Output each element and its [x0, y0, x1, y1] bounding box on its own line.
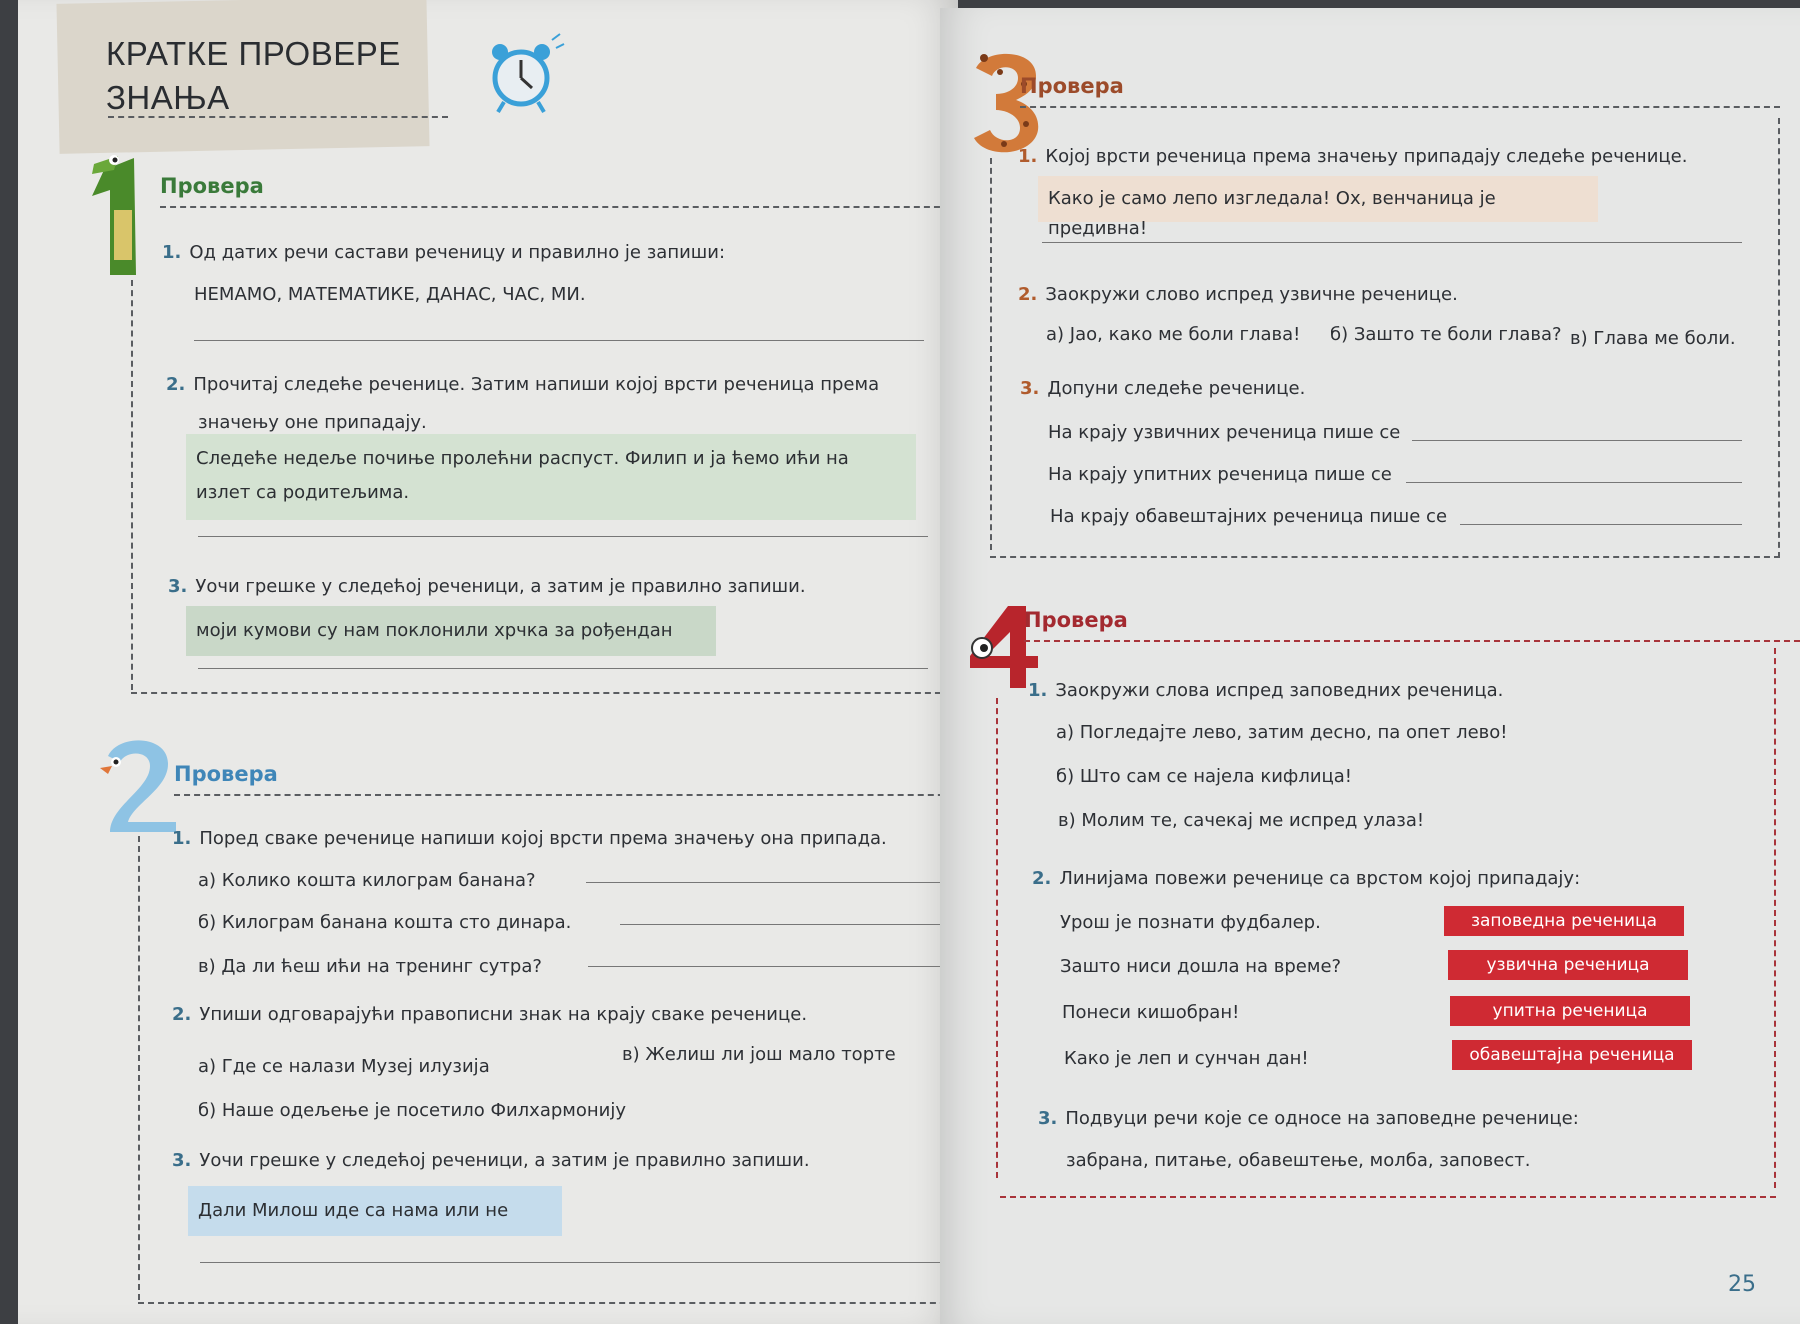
right-page: [940, 8, 1800, 1324]
check1-q3: 3. Уочи грешке у следећој реченици, а затим је правилно запиши.: [168, 576, 806, 597]
label-declarative[interactable]: обавештајна реченица: [1452, 1040, 1692, 1070]
check4-left-border: [996, 698, 998, 1178]
check1-bottom-border: [131, 692, 951, 694]
check1-left-border: [131, 280, 133, 690]
check4-q3: 3. Подвуци речи које се односе на заповедне реченице:: [1038, 1108, 1579, 1129]
label-interrogative[interactable]: упитна реченица: [1450, 996, 1690, 1026]
check2-top-border: [174, 794, 974, 796]
check3-q3-2: На крају упитних реченица пише се: [1048, 464, 1392, 485]
check2-bottom-border: [138, 1302, 976, 1304]
check2-q1: 1. Поред сваке реченице напиши којој врсти према значењу она припада.: [172, 828, 887, 849]
check3-title: Провера: [1020, 74, 1124, 98]
check3-q1-answer-line[interactable]: [1042, 242, 1742, 243]
check3-q2-a[interactable]: а) Јао, како ме боли глава!: [1046, 324, 1301, 345]
check2-q2-b: б) Наше одељење је посетило Филхармонију: [198, 1100, 626, 1121]
check1-top-border: [160, 206, 950, 208]
page-title-line2: ЗНАЊА: [106, 79, 230, 116]
check4-bottom-border: [1000, 1196, 1776, 1198]
check4-q1-v[interactable]: в) Молим те, сачекај ме испред улаза!: [1058, 810, 1425, 831]
alarm-clock-icon: [476, 30, 566, 120]
check2-q2: 2. Упиши одговарајући правописни знак на крају сваке реченице.: [172, 1004, 808, 1025]
check1-q2-box-line1: Следеће недеље почиње пролећни распуст. Филип и ја ћемо ићи на: [196, 448, 849, 469]
check4-top-border: [1024, 640, 1800, 642]
crocodile-digit-1-icon: [74, 150, 164, 280]
check3-bottom-border: [990, 556, 1780, 558]
check4-q1-a[interactable]: а) Погледајте лево, затим десно, па опет лево!: [1056, 722, 1508, 743]
check2-q3: 3. Уочи грешке у следећој реченици, а затим је правилно запиши.: [172, 1150, 810, 1171]
swan-digit-2-icon: [88, 734, 188, 834]
check1-q3-box: моји кумови су нам поклонили хрчка за рођендан: [186, 606, 716, 656]
check1-q1-words: НЕМАМО, МАТЕМАТИКЕ, ДАНАС, ЧАС, МИ.: [194, 284, 586, 305]
label-imperative[interactable]: заповедна реченица: [1444, 906, 1684, 936]
check3-right-border: [1778, 118, 1780, 558]
check2-q1-b: б) Килограм банана кошта сто динара.: [198, 912, 572, 933]
check2-q1-a-answer-line[interactable]: [586, 882, 946, 883]
check2-q1-a: а) Колико кошта килограм банана?: [198, 870, 536, 891]
check1-q3-answer-line[interactable]: [198, 668, 928, 669]
check2-q1-c: в) Да ли ћеш ићи на тренинг сутра?: [198, 956, 542, 977]
check2-left-border: [138, 836, 140, 1300]
page-title-line1: КРАТКЕ ПРОВЕРЕ: [106, 35, 401, 72]
check4-q2: 2. Линијама повежи реченице са врстом којој припадају:: [1032, 868, 1581, 889]
check4-right-border: [1774, 648, 1776, 1188]
title-underline: [108, 116, 448, 118]
check4-q1: 1. Заокружи слова испред заповедних реченица.: [1028, 680, 1504, 701]
check3-q3-3: На крају обавештајних реченица пише се: [1050, 506, 1448, 527]
check1-q1-answer-line[interactable]: [194, 340, 924, 341]
check2-q1-b-answer-line[interactable]: [620, 924, 946, 925]
check3-q3-1: На крају узвичних реченица пише се: [1048, 422, 1401, 443]
page-number: 25: [1728, 1272, 1756, 1297]
check4-q1-b[interactable]: б) Што сам се најела кифлица!: [1056, 766, 1353, 787]
label-exclamatory[interactable]: узвична реченица: [1448, 950, 1688, 980]
check1-q2-answer-line[interactable]: [198, 536, 928, 537]
check1-q2-box-line2: излет са родитељима.: [196, 482, 410, 503]
check1-q2-line2: значењу оне припадају.: [198, 412, 427, 433]
check4-title: Провера: [1024, 608, 1128, 632]
check2-title: Провера: [174, 762, 278, 786]
check3-q3: 3. Допуни следеће реченице.: [1020, 378, 1306, 399]
check3-q3-1-answer-line[interactable]: [1412, 440, 1742, 441]
check3-q2: 2. Заокружи слово испред узвичне реченице.: [1018, 284, 1458, 305]
check2-q1-c-answer-line[interactable]: [588, 966, 946, 967]
left-page: [18, 0, 958, 1324]
check3-left-border: [990, 158, 992, 550]
check3-q3-3-answer-line[interactable]: [1460, 524, 1742, 525]
check2-q3-box: Дали Милош иде са нама или не: [188, 1186, 562, 1236]
check2-q2-a: а) Где се налази Музеј илузија: [198, 1056, 490, 1077]
giraffe-digit-3-icon: [966, 48, 1046, 158]
check3-q1-box: Како је само лепо изгледала! Ох, венчаница је предивна!: [1038, 176, 1598, 222]
check1-q1: 1. Од датих речи састави реченицу и правилно је запиши:: [162, 242, 726, 263]
check2-q2-v: в) Желиш ли још мало торте: [622, 1044, 896, 1065]
check4-q2-sentence3[interactable]: Понеси кишобран!: [1062, 1002, 1240, 1023]
check4-q2-sentence4[interactable]: Како је леп и сунчан дан!: [1064, 1048, 1309, 1069]
check1-q2-box: [186, 434, 916, 520]
check4-q3-words: забрана, питање, обавештење, молба, заповест.: [1066, 1150, 1531, 1171]
check4-q2-sentence2[interactable]: Зашто ниси дошла на време?: [1060, 956, 1342, 977]
check3-q1: 1. Којој врсти реченица према значењу припадају следеће реченице.: [1018, 146, 1688, 167]
check3-q3-2-answer-line[interactable]: [1406, 482, 1742, 483]
check1-q2-line1: 2. Прочитај следеће реченице. Затим напиши којој врсти реченица према: [166, 374, 880, 395]
check2-q3-answer-line[interactable]: [200, 1262, 948, 1263]
check3-q2-v[interactable]: в) Глава ме боли.: [1570, 328, 1736, 349]
page-title: [106, 32, 401, 120]
check3-q2-b[interactable]: б) Зашто те боли глава?: [1330, 324, 1562, 345]
check1-title: Провера: [160, 174, 264, 198]
check3-top-border: [1020, 106, 1780, 108]
check4-q2-sentence1[interactable]: Урош је познати фудбалер.: [1060, 912, 1321, 933]
